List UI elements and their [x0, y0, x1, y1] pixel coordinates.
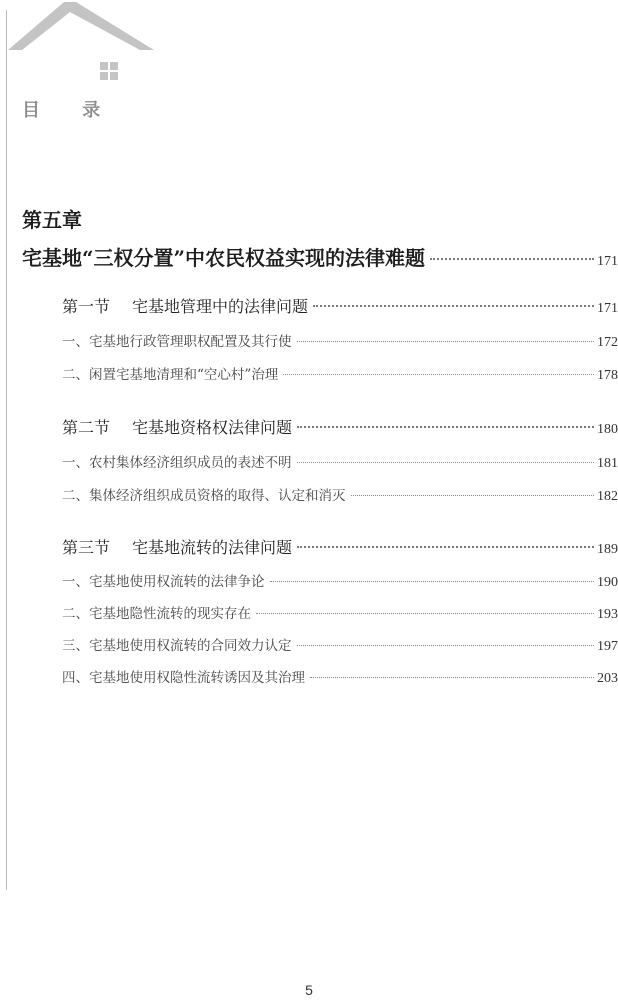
dot-leader: [297, 341, 595, 342]
dot-leader: [351, 495, 595, 496]
dot-leader: [283, 374, 594, 375]
page-ref: 171: [597, 301, 618, 316]
subsection-title: 一、宅基地行政管理职权配置及其行使: [62, 334, 292, 350]
dot-leader: [297, 426, 594, 428]
page-number: 5: [305, 982, 313, 998]
page-ref: 182: [597, 489, 618, 504]
subsection-entry[interactable]: [62, 634, 618, 655]
dot-leader: [313, 305, 594, 307]
section-title: 宅基地流转的法律问题: [132, 538, 293, 557]
page-ref: 189: [597, 542, 618, 557]
subsection-entry[interactable]: [62, 363, 618, 384]
section-number: 第三节: [62, 538, 111, 557]
section-entry[interactable]: [62, 415, 618, 438]
house-icon: [8, 2, 158, 94]
subsection-entry[interactable]: [62, 451, 618, 472]
subsection-title: 一、农村集体经济组织成员的表述不明: [62, 455, 292, 471]
page-ref: 172: [597, 335, 618, 350]
dot-leader: [297, 645, 595, 646]
section-entry[interactable]: [62, 294, 618, 317]
subsection-title: 四、宅基地使用权隐性流转诱因及其治理: [62, 670, 305, 686]
page-ref: 197: [597, 639, 618, 654]
left-margin-rule: [6, 10, 7, 890]
section-entry[interactable]: [62, 535, 618, 558]
page-ref: 180: [597, 422, 618, 437]
dot-leader: [270, 581, 595, 582]
page-ref: 203: [597, 671, 618, 686]
page-ref: 193: [597, 607, 618, 622]
section-title: 宅基地管理中的法律问题: [132, 297, 309, 316]
dot-leader: [310, 677, 594, 678]
dot-leader: [430, 258, 594, 260]
section-number: 第一节: [62, 297, 111, 316]
subsection-entry[interactable]: [62, 666, 618, 687]
page-ref: 190: [597, 575, 618, 590]
subsection-entry[interactable]: [62, 602, 618, 623]
subsection-title: 一、宅基地使用权流转的法律争论: [62, 574, 265, 590]
section-title: 宅基地资格权法律问题: [132, 418, 293, 437]
chapter-label: 第五章: [22, 208, 82, 232]
page-ref: 171: [597, 254, 618, 269]
subsection-entry[interactable]: [62, 484, 618, 505]
page-ref: 178: [597, 368, 618, 383]
toc-title: 目 录: [22, 100, 119, 121]
subsection-title: 三、宅基地使用权流转的合同效力认定: [62, 638, 292, 654]
subsection-entry[interactable]: [62, 330, 618, 351]
section-number: 第二节: [62, 418, 111, 437]
chapter-title: 宅基地“三权分置”中农民权益实现的法律难题: [22, 246, 426, 270]
page-ref: 181: [597, 456, 618, 471]
dot-leader: [256, 613, 594, 614]
dot-leader: [297, 546, 594, 548]
subsection-entry[interactable]: [62, 570, 618, 591]
subsection-title: 二、集体经济组织成员资格的取得、认定和消灭: [62, 488, 346, 504]
subsection-title: 二、闲置宅基地清理和“空心村”治理: [62, 367, 279, 383]
chapter-entry[interactable]: [22, 242, 618, 271]
dot-leader: [297, 462, 595, 463]
subsection-title: 二、宅基地隐性流转的现实存在: [62, 606, 251, 622]
